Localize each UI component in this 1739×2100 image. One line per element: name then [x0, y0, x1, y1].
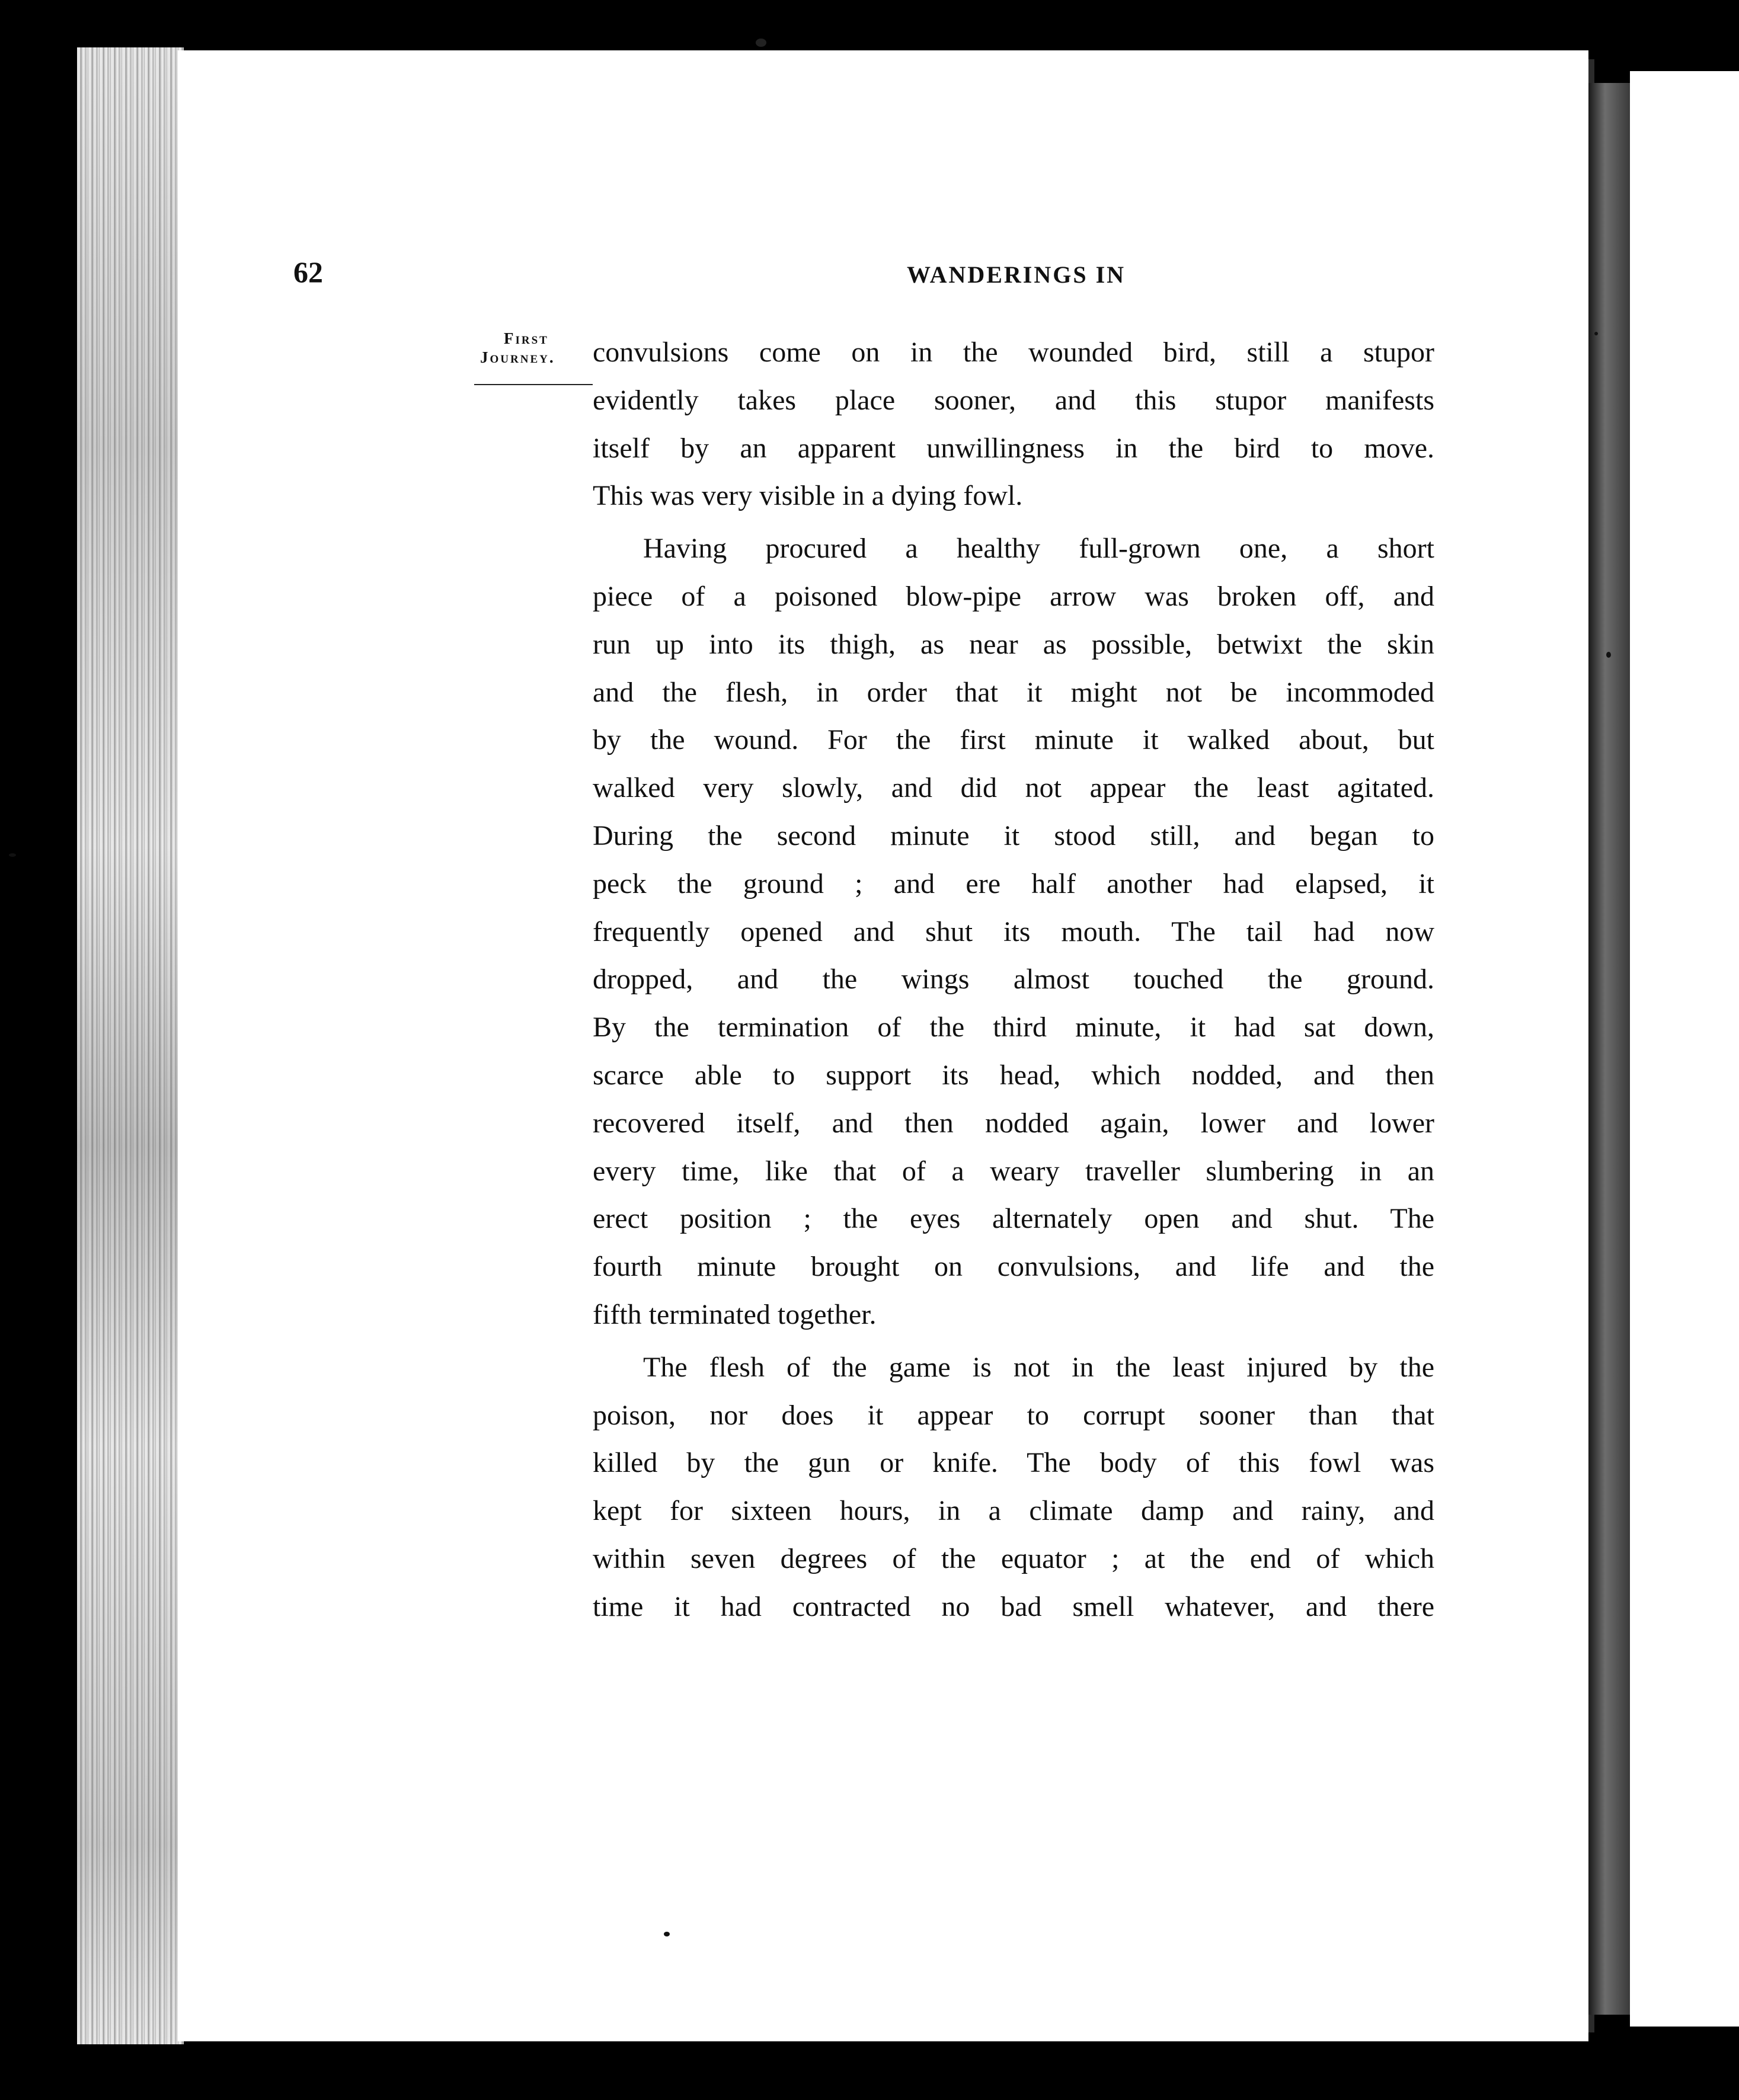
- text-line: The flesh of the game is not in the least injured by the: [643, 1351, 1434, 1383]
- text-line: evidently takes place sooner, and this stupor manifests: [593, 384, 1434, 416]
- ink-speck: [1606, 652, 1611, 658]
- text-line: every time, like that of a weary traveller slumbering in an: [593, 1155, 1434, 1187]
- ink-speck: [9, 853, 16, 857]
- text-line: piece of a poisoned blow-pipe arrow was broken off, and: [593, 580, 1434, 612]
- ink-speck: [756, 39, 766, 47]
- text-line: kept for sixteen hours, in a climate damp and rainy, and: [593, 1495, 1434, 1527]
- text-line: and the flesh, in order that it might not be incommoded: [593, 676, 1434, 708]
- side-note-line: First: [504, 329, 549, 347]
- text-line: killed by the gun or knife. The body of this fowl was: [593, 1447, 1434, 1479]
- text-line: dropped, and the wings almost touched the ground.: [593, 963, 1434, 995]
- paragraph: [593, 525, 1434, 1339]
- text-line: fourth minute brought on convulsions, and life and the: [593, 1251, 1434, 1283]
- side-note: [480, 329, 596, 367]
- text-line: time it had contracted no bad smell whatever, and there: [593, 1590, 1434, 1622]
- text-line: poison, nor does it appear to corrupt sooner than that: [593, 1399, 1434, 1431]
- text-line: recovered itself, and then nodded again, lower and lower: [593, 1107, 1434, 1139]
- text-line: scarce able to support its head, which nodded, and then: [593, 1059, 1434, 1091]
- ink-speck: [1594, 332, 1598, 335]
- text-line: peck the ground ; and ere half another had elapsed, it: [593, 867, 1434, 899]
- text-line: itself by an apparent unwillingness in the bird to move.: [593, 432, 1434, 464]
- text-line: During the second minute it stood still, and began to: [593, 819, 1434, 851]
- page-number: 62: [293, 255, 323, 289]
- page-edge-shading: [77, 47, 184, 2044]
- paragraph: [593, 329, 1434, 520]
- text-line: frequently opened and shut its mouth. The tail had now: [593, 915, 1434, 947]
- text-line: Having procured a healthy full-grown one, a short: [643, 533, 1434, 565]
- running-head: WANDERINGS IN: [907, 261, 1126, 288]
- text-line: fifth terminated together.: [593, 1298, 877, 1330]
- text-line: within seven degrees of the equator ; at the end of which: [593, 1542, 1434, 1574]
- text-line: erect position ; the eyes alternately open and shut. The: [593, 1203, 1434, 1235]
- text-line: convulsions come on in the wounded bird, still a stupor: [593, 337, 1434, 368]
- gutter-shadow: [1588, 83, 1630, 2015]
- text-line: By the termination of the third minute, it had sat down,: [593, 1011, 1434, 1043]
- text-line: by the wound. For the first minute it walked about, but: [593, 724, 1434, 756]
- side-note-line: Journey.: [480, 348, 555, 366]
- ink-speck: [664, 1932, 670, 1936]
- facing-page-sliver: [1630, 71, 1739, 2027]
- side-note-rule: [474, 384, 593, 385]
- body-text: [593, 329, 1434, 1631]
- paragraph: [593, 1344, 1434, 1631]
- text-line: This was very visible in a dying fowl.: [593, 480, 1023, 512]
- text-line: run up into its thigh, as near as possible, betwixt the skin: [593, 628, 1434, 660]
- text-line: walked very slowly, and did not appear the least agitated.: [593, 772, 1434, 804]
